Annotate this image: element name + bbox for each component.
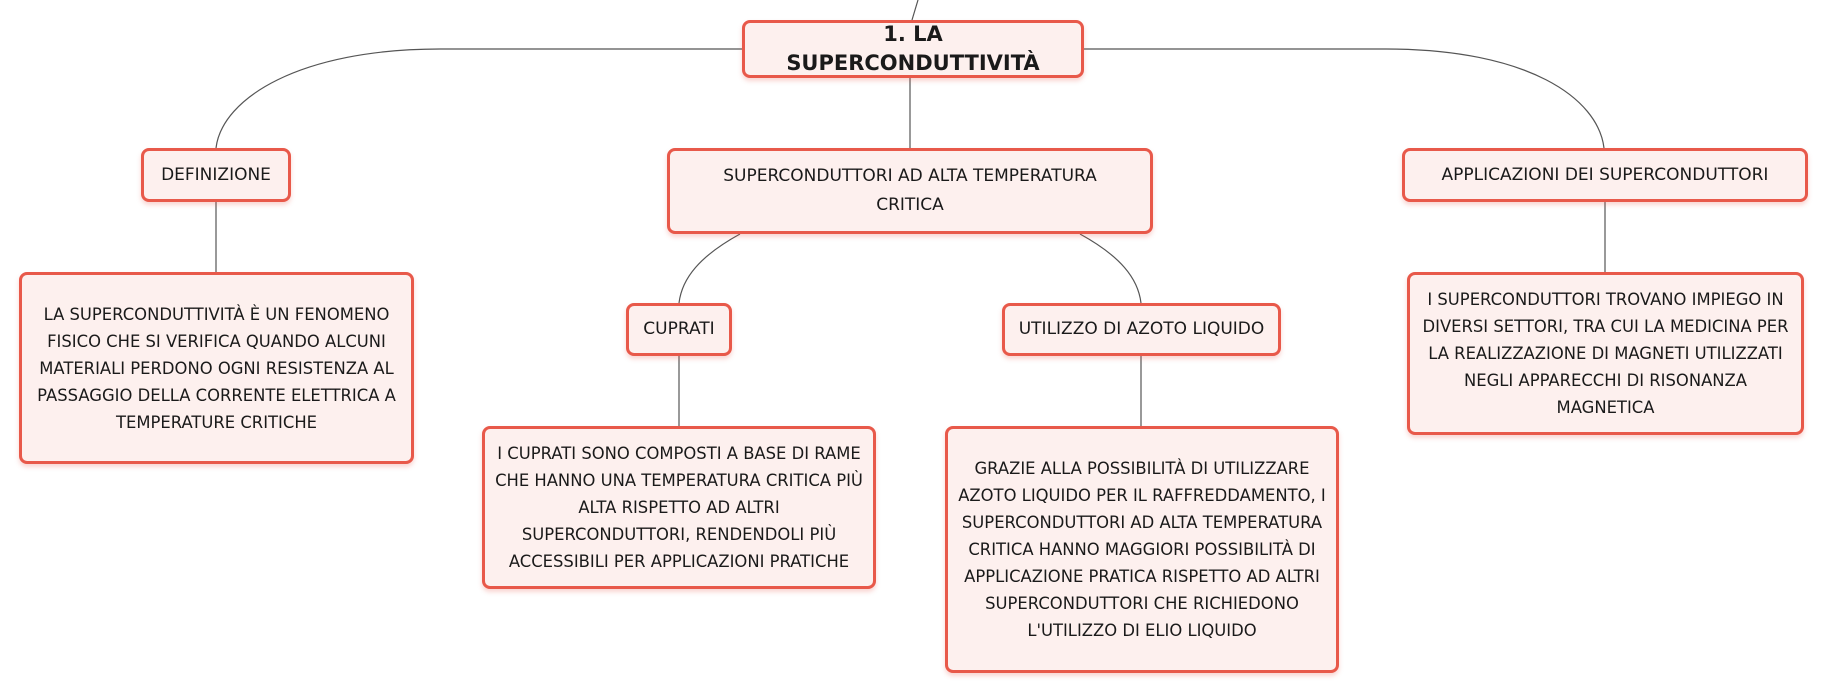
root-node[interactable] (742, 20, 1084, 78)
cuprati-text-node[interactable] (482, 426, 876, 589)
azoto-text: GRAZIE ALLA POSSIBILITÀ DI UTILIZZARE AZOTO LIQUIDO PER IL RAFFREDDAMENTO, I SUPERCONDUTTORI AD ALTA TEMPERATURA CRITICA HANNO MAGGIORI POSSIBILITÀ DI APPLICAZIONE PRATICA RISPETTO AD ALTRI SUPERCONDUTTORI CHE RICHIEDONO L'UTILIZZO DI ELIO LIQUIDO (958, 459, 1326, 640)
cuprati-label: CUPRATI (643, 319, 715, 339)
cuprati-node[interactable] (626, 303, 732, 356)
definizione-text-node[interactable] (19, 272, 414, 464)
connector-root-to-applicazioni (1084, 49, 1604, 148)
connector-alta-to-cuprati (679, 234, 740, 303)
connector-alta-to-azoto (1080, 234, 1141, 303)
connector-root-to-definizione (216, 49, 742, 148)
cuprati-text: I CUPRATI SONO COMPOSTI A BASE DI RAME CHE HANNO UNA TEMPERATURA CRITICA PIÙ ALTA RISPETTO AD ALTRI SUPERCONDUTTORI, RENDENDOLI PIÙ ACCESSIBILI PER APPLICAZIONI PRATICHE (495, 444, 863, 571)
azoto-node[interactable] (1002, 303, 1281, 356)
azoto-text-node[interactable] (945, 426, 1339, 673)
applicazioni-text-node[interactable] (1407, 272, 1804, 435)
alta-temperatura-node[interactable] (667, 148, 1153, 234)
definizione-node[interactable] (141, 148, 291, 202)
applicazioni-text: I SUPERCONDUTTORI TROVANO IMPIEGO IN DIVERSI SETTORI, TRA CUI LA MEDICINA PER LA REALIZZAZIONE DI MAGNETI UTILIZZATI NEGLI APPARECCHI DI RISONANZA MAGNETICA (1422, 290, 1789, 417)
connector-parent-to-root (912, 0, 918, 20)
applicazioni-label: APPLICAZIONI DEI SUPERCONDUTTORI (1441, 164, 1769, 185)
azoto-label: UTILIZZO DI AZOTO LIQUIDO (1018, 319, 1265, 339)
alta-temperatura-label: SUPERCONDUTTORI AD ALTA TEMPERATURA CRITICA (723, 166, 1097, 215)
definizione-text: LA SUPERCONDUTTIVITÀ È UN FENOMENO FISICO CHE SI VERIFICA QUANDO ALCUNI MATERIALI PERDONO OGNI RESISTENZA AL PASSAGGIO DELLA CORRENTE ELETTRICA A TEMPERATURE CRITICHE (37, 304, 396, 432)
definizione-label: DEFINIZIONE (161, 164, 271, 185)
root-label: 1. LA SUPERCONDUTTIVITÀ (786, 22, 1040, 75)
applicazioni-node[interactable] (1402, 148, 1808, 202)
